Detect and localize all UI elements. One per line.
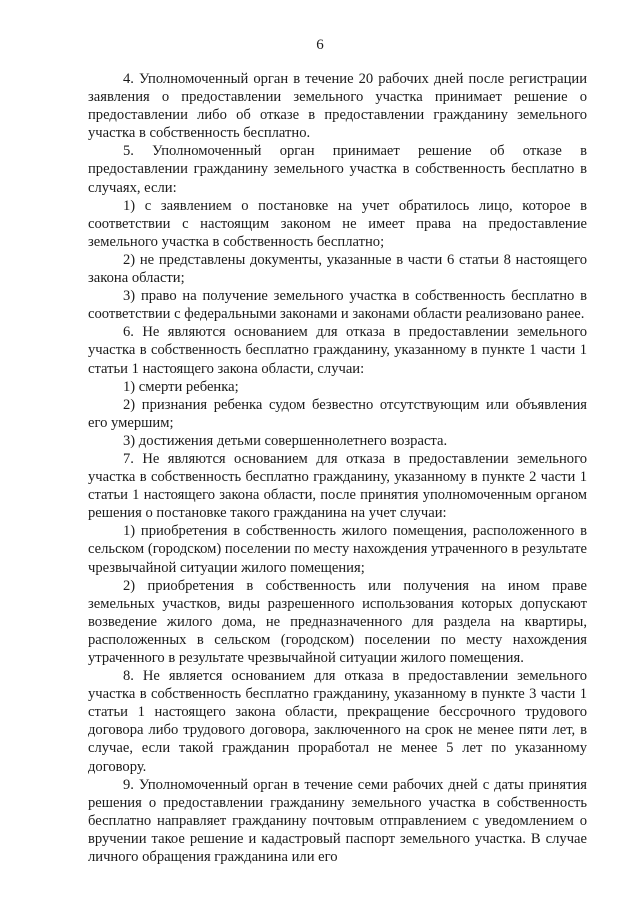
paragraph-7-item-2: 2) приобретения в собственность или получения на ином праве земельных участков, виды разрешенного использования которых допускают возведение жилого дома, не предназначенного для раздела на квартиры, расположенных в сельском (городском) поселении по месту нахождения утраченного в результате чрезвычайной ситуации жилого помещения. <box>88 577 587 666</box>
paragraph-5-item-3: 3) право на получение земельного участка в собственность бесплатно в соответствии с федеральными законами и законами области реализовано ранее. <box>88 288 587 323</box>
paragraph-5: 5. Уполномоченный орган принимает решение об отказе в предоставлении гражданину земельного участка в собственность бесплатно в случаях, если: <box>88 143 587 196</box>
paragraph-6-item-2: 2) признания ребенка судом безвестно отсутствующим или объявления его умершим; <box>88 396 587 431</box>
paragraph-6: 6. Не являются основанием для отказа в предоставлении земельного участка в собственность бесплатно гражданину, указанному в пункте 1 части 1 статьи 1 настоящего закона области, случаи: <box>88 324 587 377</box>
document-body <box>88 70 587 866</box>
paragraph-5-item-2: 2) не представлены документы, указанные в части 6 статьи 8 настоящего закона области; <box>88 251 587 287</box>
paragraph-6-item-1: 1) смерти ребенка; <box>123 378 239 395</box>
paragraph-4: 4. Уполномоченный орган в течение 20 рабочих дней после регистрации заявления о предоставлении земельного участка принимает решение о предоставлении либо об отказе в предоставлении гражданину земельного участка в собственность бесплатно. <box>88 71 587 142</box>
paragraph-7: 7. Не являются основанием для отказа в предоставлении земельного участка в собственность бесплатно гражданину, указанному в пункте 2 части 1 статьи 1 настоящего закона области, после принятия уполномоченным органом решения о постановке такого гражданина на учет случаи: <box>88 450 587 522</box>
paragraph-6-item-3: 3) достижения детьми совершеннолетнего возраста. <box>123 432 448 449</box>
paragraph-8: 8. Не является основанием для отказа в предоставлении земельного участка в собственность бесплатно гражданину, указанному в пункте 3 части 1 статьи 1 настоящего закона области, прекращение бессрочного трудового договора либо трудового договора, заключенного на срок не менее пяти лет, в случае, если такой гражданин проработал не менее 5 лет по указанному договору. <box>88 668 587 775</box>
paragraph-7-item-1: 1) приобретения в собственность жилого помещения, расположенного в сельском (городском) поселении по месту нахождения утраченного в результате чрезвычайной ситуации жилого помещения; <box>88 523 587 576</box>
paragraph-9: 9. Уполномоченный орган в течение семи рабочих дней с даты принятия решения о предоставлении гражданину земельного участка в собственность бесплатно направляет гражданину почтовым отправлением с уведомлением о вручении такое решение и кадастровый паспорт земельного участка. В случае личного обращения гражданина или его <box>88 776 587 866</box>
paragraph-5-item-1: 1) с заявлением о постановке на учет обратилось лицо, которое в соответствии с настоящим законом не имеет права на предоставление земельного участка в собственность бесплатно; <box>88 197 587 250</box>
page-number: 6 <box>316 37 324 53</box>
